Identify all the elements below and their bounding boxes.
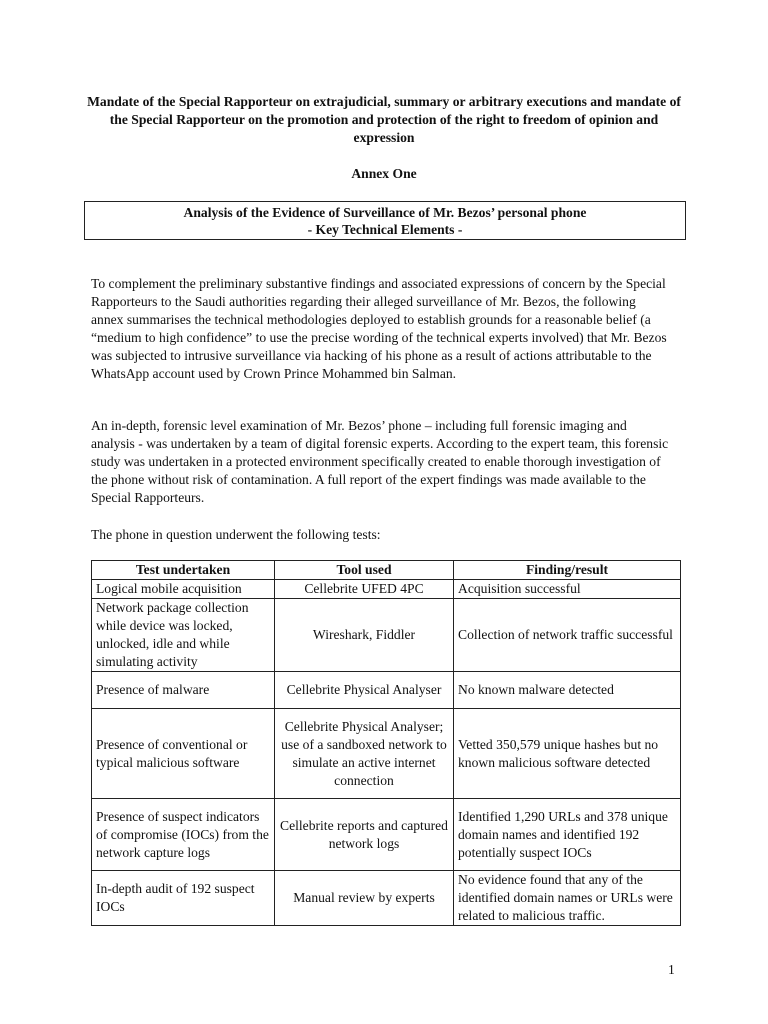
table-row (92, 672, 681, 709)
header-finding-result: Finding/result (454, 561, 681, 580)
cell-tool: Wireshark, Fiddler (275, 599, 454, 672)
header-tool-used: Tool used (275, 561, 454, 580)
cell-test: Presence of malware (92, 672, 275, 709)
table-row (92, 871, 681, 926)
cell-test: Network package collection while device was locked, unlocked, idle and while simulating activity (92, 599, 275, 672)
cell-finding: Collection of network traffic successful (454, 599, 681, 672)
analysis-title-line1: Analysis of the Evidence of Surveillance of Mr. Bezos’ personal phone (183, 205, 587, 220)
cell-tool: Cellebrite Physical Analyser; use of a sandboxed network to simulate an active internet connection (275, 709, 454, 799)
cell-test: Presence of conventional or typical malicious software (92, 709, 275, 799)
header-test-undertaken: Test undertaken (92, 561, 275, 580)
cell-tool: Manual review by experts (275, 871, 454, 926)
document-title: Mandate of the Special Rapporteur on extrajudicial, summary or arbitrary executions and mandate of the Special Rapporteur on the promotion and protection of the right to freedom of opinion and expression (87, 94, 681, 145)
table-row (92, 580, 681, 599)
analysis-title-line2: - Key Technical Elements - (307, 222, 463, 237)
paragraph-intro: To complement the preliminary substantive findings and associated expressions of concern by the Special Rapporteurs to the Saudi authorities regarding their alleged surveillance of Mr. Bezos, the following annex summarises the technical methodologies deployed to establish grounds for a reasonable belief (a “medium to high confidence” to use the precise wording of the technical experts involved) that Mr. Bezos was subjected to intrusive surveillance via hacking of his phone as a result of actions attributable to the WhatsApp account used by Crown Prince Mohammed bin Salman. (91, 276, 667, 381)
table-row (92, 799, 681, 871)
table-header-row (92, 561, 681, 580)
cell-tool: Cellebrite UFED 4PC (275, 580, 454, 599)
cell-finding: Identified 1,290 URLs and 378 unique domain names and identified 192 potentially suspect IOCs (454, 799, 681, 871)
tests-table (91, 560, 681, 926)
cell-test: Logical mobile acquisition (92, 580, 275, 599)
cell-finding: No known malware detected (454, 672, 681, 709)
cell-test: Presence of suspect indicators of compromise (IOCs) from the network capture logs (92, 799, 275, 871)
cell-finding: No evidence found that any of the identified domain names or URLs were related to malicious traffic. (454, 871, 681, 926)
table-row (92, 599, 681, 672)
cell-finding: Acquisition successful (454, 580, 681, 599)
annex-heading: Annex One (351, 166, 417, 181)
cell-tool: Cellebrite reports and captured network logs (275, 799, 454, 871)
cell-test: In-depth audit of 192 suspect IOCs (92, 871, 275, 926)
analysis-title-box (84, 201, 686, 240)
cell-tool: Cellebrite Physical Analyser (275, 672, 454, 709)
paragraph-tests-intro: The phone in question underwent the following tests: (91, 527, 381, 542)
page-number: 1 (668, 962, 675, 977)
cell-finding: Vetted 350,579 unique hashes but no known malicious software detected (454, 709, 681, 799)
paragraph-forensic-exam: An in-depth, forensic level examination of Mr. Bezos’ phone – including full forensic imaging and analysis - was undertaken by a team of digital forensic experts. According to the expert team, this forensic study was undertaken in a protected environment specifically created to enable thorough investigation of the phone without risk of contamination. A full report of the expert findings was made available to the Special Rapporteurs. (91, 418, 669, 505)
table-row (92, 709, 681, 799)
